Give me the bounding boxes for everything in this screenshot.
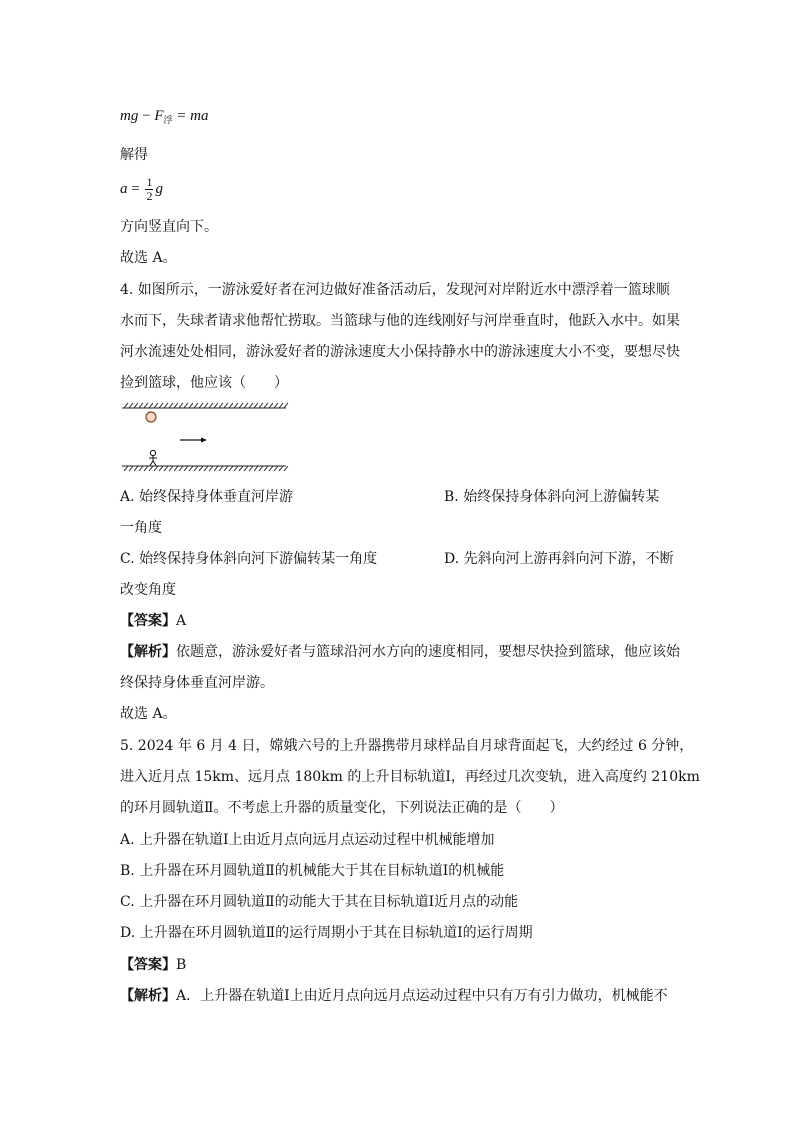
q5-line3: 的环月圆轨道Ⅱ。不考虑上升器的质量变化，下列说法正确的是（ ） [120,800,564,816]
hatch-mark [229,403,233,408]
hatch-mark [174,466,178,471]
hatch-mark [284,403,288,408]
flow-arrow-icon [180,438,207,443]
hatch-mark [164,403,168,408]
hatch-mark [194,403,198,408]
hatch-mark [129,403,133,408]
hatch-mark [164,466,168,471]
choose-a-text: 故选 A。 [120,250,177,266]
analysis-tag: 【解析】 [120,644,176,660]
q4-option-d[interactable]: D. 先斜向河上游再斜向河下游，不断 [444,551,674,567]
hatch-mark [224,403,228,408]
hatch-mark [254,403,258,408]
near-bank [122,466,288,471]
hatch-mark [229,466,233,471]
q4-analysis-2: 终保持身体垂直河岸游。 [120,675,274,691]
hatch-mark [224,466,228,471]
formula-acceleration: a = $\frac{1}{2}$ g [120,175,163,203]
q5-option-b[interactable]: B. 上升器在环月圆轨道Ⅱ的机械能大于其在目标轨道Ⅰ的机械能 [120,863,505,879]
hatch-mark [204,403,208,408]
hatch-mark [134,466,138,471]
hatch-mark [209,403,213,408]
formula-newton: mg − $F_浮$ = ma [120,108,209,125]
answer-tag: 【答案】 [120,957,176,973]
q5-option-d[interactable]: D. 上升器在环月圆轨道Ⅱ的运行周期小于其在目标轨道Ⅰ的运行周期 [120,925,533,941]
direction-text: 方向竖直向下。 [120,219,218,235]
q4-line1: 4. 如图所示，一游泳爱好者在河边做好准备活动后，发现河对岸附近水中漂浮着一篮球顺 [120,282,670,298]
hatch-mark [189,403,193,408]
hatch-mark [184,466,188,471]
hatch-mark [199,403,203,408]
hatch-mark [189,466,193,471]
hatch-mark [259,466,263,471]
hatch-mark [139,466,143,471]
q4-choose: 故选 A。 [120,706,177,722]
q4-answer [120,611,186,631]
river-diagram [118,398,290,478]
answer-value: A [176,613,187,629]
q5-option-a[interactable]: A. 上升器在轨道Ⅰ上由近月点向远月点运动过程中机械能增加 [120,832,495,848]
q4-option-a[interactable]: A. 始终保持身体垂直河岸游 [120,489,294,505]
hatch-mark [249,466,253,471]
swimmer-icon [149,450,157,465]
hatch-mark [154,403,158,408]
hatch-mark [169,403,173,408]
hatch-mark [284,466,288,471]
hatch-mark [209,466,213,471]
q4-analysis-1: 【解析】依题意，游泳爱好者与篮球沿河水方向的速度相同，要想尽快捡到篮球，他应该始 [120,644,680,660]
hatch-mark [219,403,223,408]
hatch-mark [174,403,178,408]
hatch-mark [139,403,143,408]
far-bank [122,403,288,408]
hatch-mark [149,466,153,471]
analysis-tag: 【解析】 [120,988,176,1004]
hatch-mark [274,466,278,471]
hatch-mark [269,466,273,471]
hatch-mark [204,466,208,471]
hatch-mark [179,403,183,408]
q4-line4: 捡到篮球，他应该（ ） [120,375,288,391]
q4-line3: 河水流速处处相同，游泳爱好者的游泳速度大小保持静水中的游泳速度大小不变，要想尽快 [120,344,680,360]
hatch-mark [134,403,138,408]
q5-analysis-1: 【解析】A．上升器在轨道Ⅰ上由近月点向远月点运动过程中只有万有引力做功，机械能不 [120,988,668,1004]
hatch-mark [129,466,133,471]
q5-answer [120,955,186,975]
hatch-mark [184,403,188,408]
hatch-mark [279,403,283,408]
hatch-mark [124,466,128,471]
hatch-mark [254,466,258,471]
hatch-mark [214,466,218,471]
q4-option-c[interactable]: C. 始终保持身体斜向河下游偏转某一角度 [120,551,378,567]
hatch-mark [199,466,203,471]
hatch-mark [144,466,148,471]
answer-tag: 【答案】 [120,613,176,629]
hatch-mark [179,466,183,471]
q4-line2: 水而下，失球者请求他帮忙捞取。当篮球与他的连线刚好与河岸垂直时，他跃入水中。如果 [120,313,680,329]
hatch-mark [279,466,283,471]
hatch-mark [239,466,243,471]
hatch-mark [234,403,238,408]
answer-value: B [176,957,187,973]
hatch-mark [194,466,198,471]
hatch-mark [249,403,253,408]
q4-option-b[interactable]: B. 始终保持身体斜向河上游偏转某 [444,489,660,505]
hatch-mark [159,466,163,471]
hatch-mark [144,403,148,408]
hatch-mark [244,466,248,471]
q4-option-d-cont: 改变角度 [120,582,176,598]
hatch-mark [264,403,268,408]
hatch-mark [269,403,273,408]
hatch-mark [219,466,223,471]
hatch-mark [234,466,238,471]
hatch-mark [169,466,173,471]
q5-option-c[interactable]: C. 上升器在环月圆轨道Ⅱ的动能大于其在目标轨道Ⅰ近月点的动能 [120,894,519,910]
hatch-mark [239,403,243,408]
hatch-mark [149,403,153,408]
hatch-mark [214,403,218,408]
hatch-mark [124,403,128,408]
hatch-mark [154,466,158,471]
hatch-mark [244,403,248,408]
q4-option-b-cont: 一角度 [120,520,162,536]
solve-label: 解得 [120,147,148,163]
basketball-icon [146,412,156,422]
hatch-mark [159,403,163,408]
q5-line2: 进入近月点 15km、远月点 180km 的上升目标轨道Ⅰ，再经过几次变轨，进入高度约 210km [120,769,700,785]
hatch-mark [264,466,268,471]
hatch-mark [274,403,278,408]
hatch-mark [259,403,263,408]
q5-line1: 5. 2024 年 6 月 4 日，嫦娥六号的上升器携带月球样品自月球背面起飞，大约经过 6 分钟， [120,738,694,754]
